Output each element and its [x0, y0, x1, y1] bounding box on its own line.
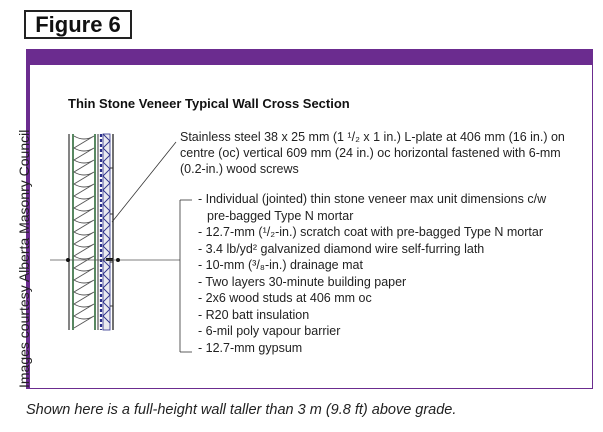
layer-text-continued: pre-bagged Type N mortar: [207, 208, 354, 223]
layer-item: - 12.7-mm (¹/₂-in.) scratch coat with pre-bagged Type N mortar: [198, 225, 544, 239]
callout-leader: [112, 142, 176, 222]
section-mark-left: [66, 258, 70, 262]
diagram-title: Thin Stone Veneer Typical Wall Cross Section: [68, 96, 350, 111]
image-credit: Images courtesy Alberta Masonry Council: [16, 129, 32, 388]
batt-insulation: [74, 136, 94, 328]
figure-label: Figure 6: [24, 10, 132, 39]
l-plate: [106, 258, 113, 261]
layer-item: - Two layers 30-minute building paper: [198, 274, 407, 289]
l-plate-callout: Stainless steel 38 x 25 mm (1 ¹/₂ x 1 in.) L-plate at 406 mm (16 in.) on centre (oc) vertical 609 mm (24 in.) oc horizontal fastened with 6-mm (0.2-in.) wood screws: [180, 130, 565, 176]
layer-text: - Individual (jointed) thin stone veneer max unit dimensions c/w: [198, 192, 547, 206]
layer-item: - 6-mil poly vapour barrier: [198, 324, 341, 338]
layer-item: - 10-mm (³/₈-in.) drainage mat: [198, 258, 363, 272]
layer-item: - 3.4 lb/yd² galvanized diamond wire self-furring lath: [198, 241, 485, 256]
layer-item: - R20 batt insulation: [198, 307, 310, 322]
section-mark-right: [116, 258, 120, 262]
figure-caption: Shown here is a full-height wall taller than 3 m (9.8 ft) above grade.: [26, 402, 457, 418]
layer-list: [198, 191, 546, 356]
layer-item: - 2x6 wood studs at 406 mm oc: [198, 291, 372, 305]
layer-item: - 12.7-mm gypsum: [198, 340, 303, 355]
layer-item: [198, 191, 546, 224]
